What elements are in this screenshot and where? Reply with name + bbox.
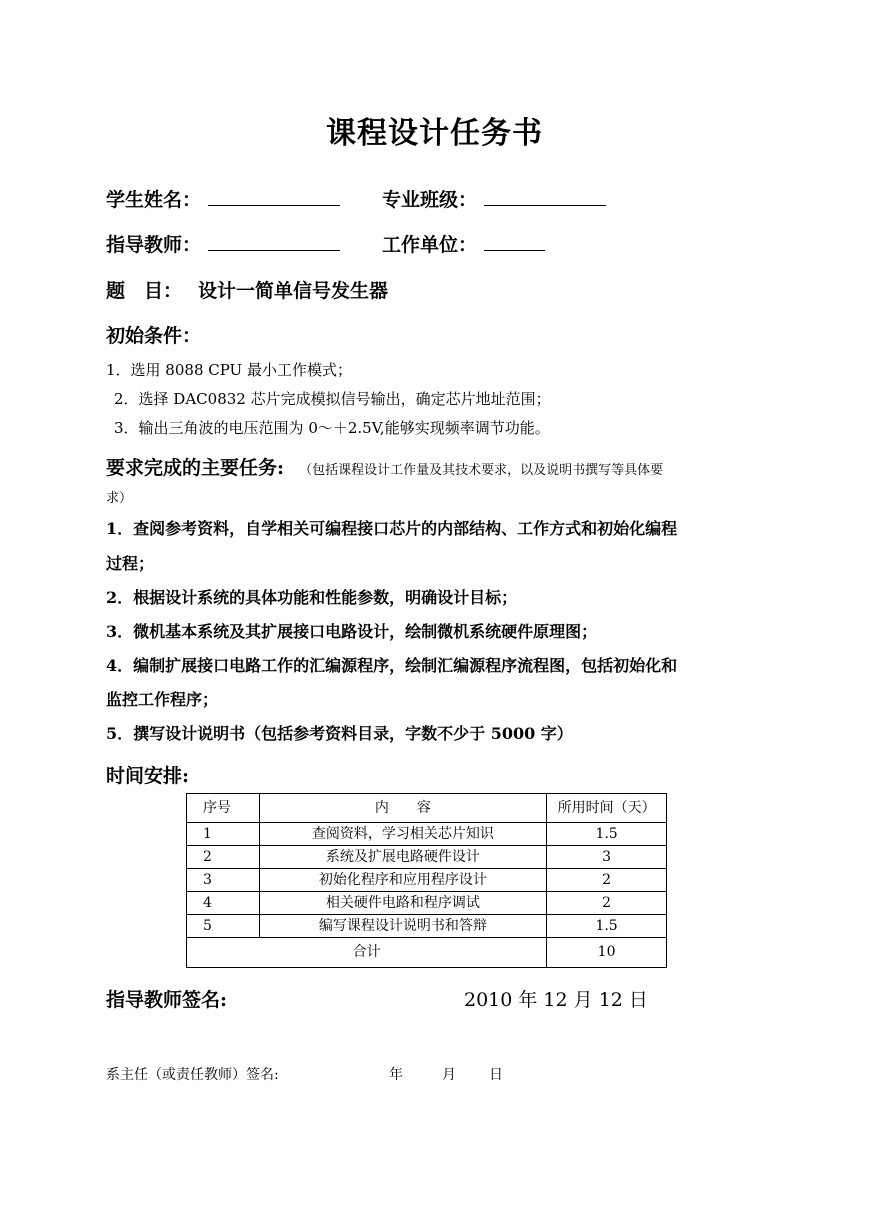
- header-no: 序号: [187, 794, 260, 823]
- class-label: 专业班级：: [382, 189, 478, 211]
- total-value: 10: [547, 938, 667, 968]
- dept-head-signature-label: 系主任（或责任教师）签名:: [106, 1067, 279, 1083]
- row-time: 1.5: [547, 823, 667, 846]
- task-item-1: 1．查阅参考资料，自学相关可编程接口芯片的内部结构、工作方式和初始化编程: [106, 519, 678, 538]
- footer-day: 日: [489, 1067, 503, 1083]
- table-row: [187, 823, 667, 846]
- page-title: 课程设计任务书: [326, 116, 543, 151]
- header-time: 所用时间（天）: [547, 794, 667, 823]
- row-content: 相关硬件电路和程序调试: [259, 892, 547, 915]
- task-item-4-cont: 监控工作程序；: [106, 690, 219, 709]
- row-content: 系统及扩展电路硬件设计: [259, 846, 547, 869]
- unit-blank: [484, 250, 545, 251]
- task-item-3: 3．微机基本系统及其扩展接口电路设计，绘制微机系统硬件原理图；: [106, 622, 598, 641]
- condition-item-2: 2．选择 DAC0832 芯片完成模拟信号输出，确定芯片地址范围；: [114, 390, 551, 408]
- row-no: 2: [187, 846, 260, 869]
- topic-value: 设计一简单信号发生器: [198, 280, 389, 302]
- unit-label: 工作单位：: [382, 234, 478, 256]
- tasks-heading: 要求完成的主要任务:: [106, 457, 285, 479]
- row-no: 4: [187, 892, 260, 915]
- row-no: 1: [187, 823, 260, 846]
- condition-item-1: 1．选用 8088 CPU 最小工作模式；: [106, 361, 352, 379]
- row-time: 3: [547, 846, 667, 869]
- footer-month: 月: [442, 1067, 456, 1083]
- advisor-signature-label: 指导教师签名:: [106, 989, 228, 1011]
- signature-date: 2010 年 12 月 12 日: [464, 989, 648, 1011]
- row-no: 3: [187, 869, 260, 892]
- row-content: 查阅资料，学习相关芯片知识: [259, 823, 547, 846]
- advisor-label: 指导教师：: [106, 234, 202, 256]
- condition-item-3: 3．输出三角波的电压范围为 0～＋2.5V,能够实现频率调节功能。: [114, 419, 550, 437]
- table-row: [187, 846, 667, 869]
- row-time: 1.5: [547, 915, 667, 938]
- student-name-label: 学生姓名：: [106, 189, 202, 211]
- tasks-heading-line: [106, 453, 663, 480]
- tasks-note: （包括课程设计工作量及其技术要求，以及说明书撰写等具体要: [299, 463, 664, 478]
- table-row: [187, 869, 667, 892]
- row-no: 5: [187, 915, 260, 938]
- schedule-table: [186, 793, 667, 968]
- conditions-heading: 初始条件：: [106, 325, 202, 347]
- row-time: 2: [547, 892, 667, 915]
- table-row: [187, 915, 667, 938]
- row-content: 编写课程设计说明书和答辩: [259, 915, 547, 938]
- task-item-5: 5．撰写设计说明书（包括参考资料目录，字数不少于 5000 字）: [106, 724, 573, 743]
- task-item-2: 2．根据设计系统的具体功能和性能参数，明确设计目标；: [106, 588, 518, 607]
- advisor-blank: [208, 250, 340, 251]
- table-header-row: [187, 794, 667, 823]
- tasks-note-cont: 求）: [106, 491, 133, 506]
- task-item-1-cont: 过程；: [106, 554, 155, 573]
- table-row: [187, 892, 667, 915]
- row-time: 2: [547, 869, 667, 892]
- class-blank: [484, 205, 606, 206]
- total-label: 合计: [187, 938, 547, 968]
- topic-label: 题 目：: [106, 280, 183, 302]
- header-content: 内 容: [259, 794, 547, 823]
- table-total-row: [187, 938, 667, 968]
- schedule-heading: 时间安排:: [106, 765, 190, 787]
- task-item-4: 4．编制扩展接口电路工作的汇编源程序，绘制汇编源程序流程图，包括初始化和: [106, 656, 678, 675]
- student-name-blank: [208, 205, 340, 206]
- row-content: 初始化程序和应用程序设计: [259, 869, 547, 892]
- footer-year: 年: [389, 1067, 403, 1083]
